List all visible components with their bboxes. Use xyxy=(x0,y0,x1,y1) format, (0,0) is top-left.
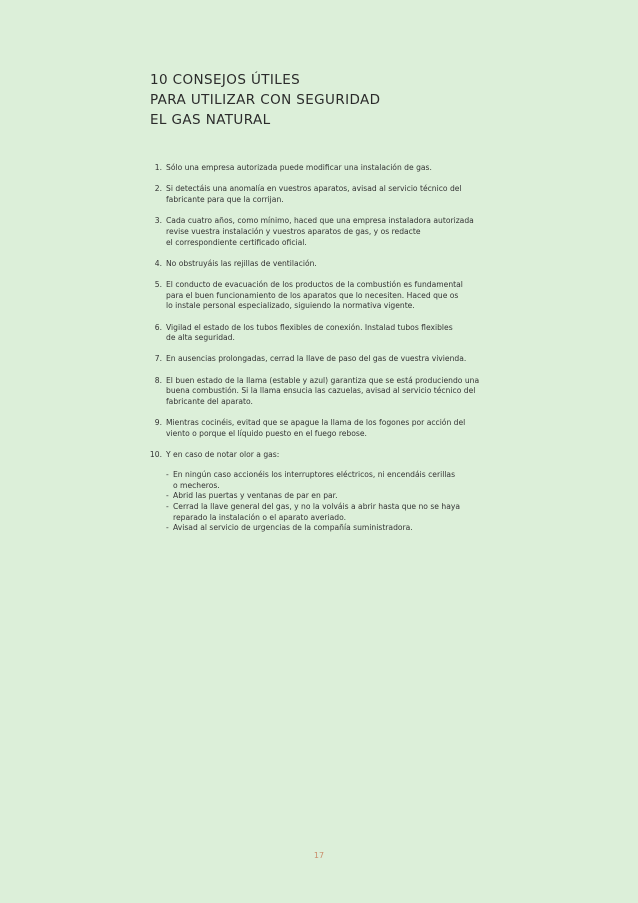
tip-number: 1. xyxy=(154,163,162,172)
tip-text: El buen estado de la llama (estable y azul) garantiza que se está produciendo una xyxy=(166,375,480,385)
tip-number: 9. xyxy=(154,418,162,428)
tip-text: No obstruyáis las rejillas de ventilación. xyxy=(166,258,317,268)
title-line-2: PARA UTILIZAR CON SEGURIDAD xyxy=(150,92,381,108)
bullet-dash: - xyxy=(166,491,169,501)
gas-odor-steps xyxy=(166,470,548,534)
step-text: Avisad al servicio de urgencias de la compañía suministradora. xyxy=(173,523,413,533)
tip-text: En ausencias prolongadas, cerrad la llave de paso del gas de vuestra vivienda. xyxy=(166,354,467,364)
bullet-dash: - xyxy=(166,469,169,479)
bullet-dash: - xyxy=(166,501,169,511)
page-number: 17 xyxy=(313,851,325,860)
page-title xyxy=(150,70,570,130)
tip-item-5 xyxy=(148,280,548,312)
tip-number: 8. xyxy=(154,375,162,385)
tip-text: el correspondiente certificado oficial. xyxy=(166,237,307,247)
tip-item-7 xyxy=(148,354,548,365)
gas-odor-step xyxy=(166,491,548,502)
tip-text: Si detectáis una anomalía en vuestros aparatos, avisad al servicio técnico del xyxy=(166,184,462,194)
tip-item-3 xyxy=(148,216,548,248)
step-text: o mecheros. xyxy=(173,480,220,490)
tip-item-6 xyxy=(148,323,548,344)
tip-number: 4. xyxy=(154,258,162,268)
tip-number: 6. xyxy=(154,322,162,332)
step-text: reparado la instalación o el aparato averiado. xyxy=(173,512,347,522)
tip-number: 3. xyxy=(154,216,162,226)
tip-text: Y en caso de notar olor a gas: xyxy=(166,450,280,460)
tip-item-10 xyxy=(148,450,548,534)
tip-text: Cada cuatro años, como mínimo, haced que una empresa instaladora autorizada xyxy=(166,216,474,226)
title-line-1: 10 CONSEJOS ÚTILES xyxy=(150,72,301,88)
tip-text: lo instale personal especializado, siguiendo la normativa vigente. xyxy=(166,301,415,311)
tip-text: buena combustión. Si la llama ensucia las cazuelas, avisad al servicio técnico del xyxy=(166,386,476,396)
step-text: Abrid las puertas y ventanas de par en par. xyxy=(173,491,338,501)
title-line-3: EL GAS NATURAL xyxy=(150,112,271,128)
tip-number: 7. xyxy=(154,354,162,364)
safety-tips-list xyxy=(148,163,548,545)
tip-item-2 xyxy=(148,184,548,205)
tip-item-1 xyxy=(148,163,548,174)
step-text: En ningún caso accionéis los interruptores eléctricos, ni encendáis cerillas xyxy=(173,469,456,479)
tip-text: revise vuestra instalación y vuestros aparatos de gas, y os redacte xyxy=(166,226,421,236)
tip-text: Mientras cocinéis, evitad que se apague la llama de los fogones por acción del xyxy=(166,418,466,428)
tip-number: 5. xyxy=(154,279,162,289)
tip-text: Vigilad el estado de los tubos flexibles de conexión. Instalad tubos flexibles xyxy=(166,322,453,332)
tip-text: para el buen funcionamiento de los aparatos que lo necesiten. Haced que os xyxy=(166,290,459,300)
tip-number: 2. xyxy=(154,184,162,194)
gas-odor-step xyxy=(166,470,548,491)
tip-text: fabricante para que la corrijan. xyxy=(166,194,284,204)
tip-item-8 xyxy=(148,376,548,408)
gas-odor-step xyxy=(166,523,548,534)
tip-text: de alta seguridad. xyxy=(166,333,235,343)
bullet-dash: - xyxy=(166,523,169,533)
gas-odor-step xyxy=(166,502,548,523)
tip-item-9 xyxy=(148,418,548,439)
tip-text: viento o porque el líquido puesto en el fuego rebose. xyxy=(166,428,367,438)
tip-text: Sólo una empresa autorizada puede modificar una instalación de gas. xyxy=(166,163,432,172)
tip-number: 10. xyxy=(149,450,162,460)
tip-text: fabricante del aparato. xyxy=(166,397,253,407)
step-text: Cerrad la llave general del gas, y no la volváis a abrir hasta que no se haya xyxy=(173,501,461,511)
tip-text: El conducto de evacuación de los productos de la combustión es fundamental xyxy=(166,279,463,289)
tip-item-4 xyxy=(148,259,548,270)
